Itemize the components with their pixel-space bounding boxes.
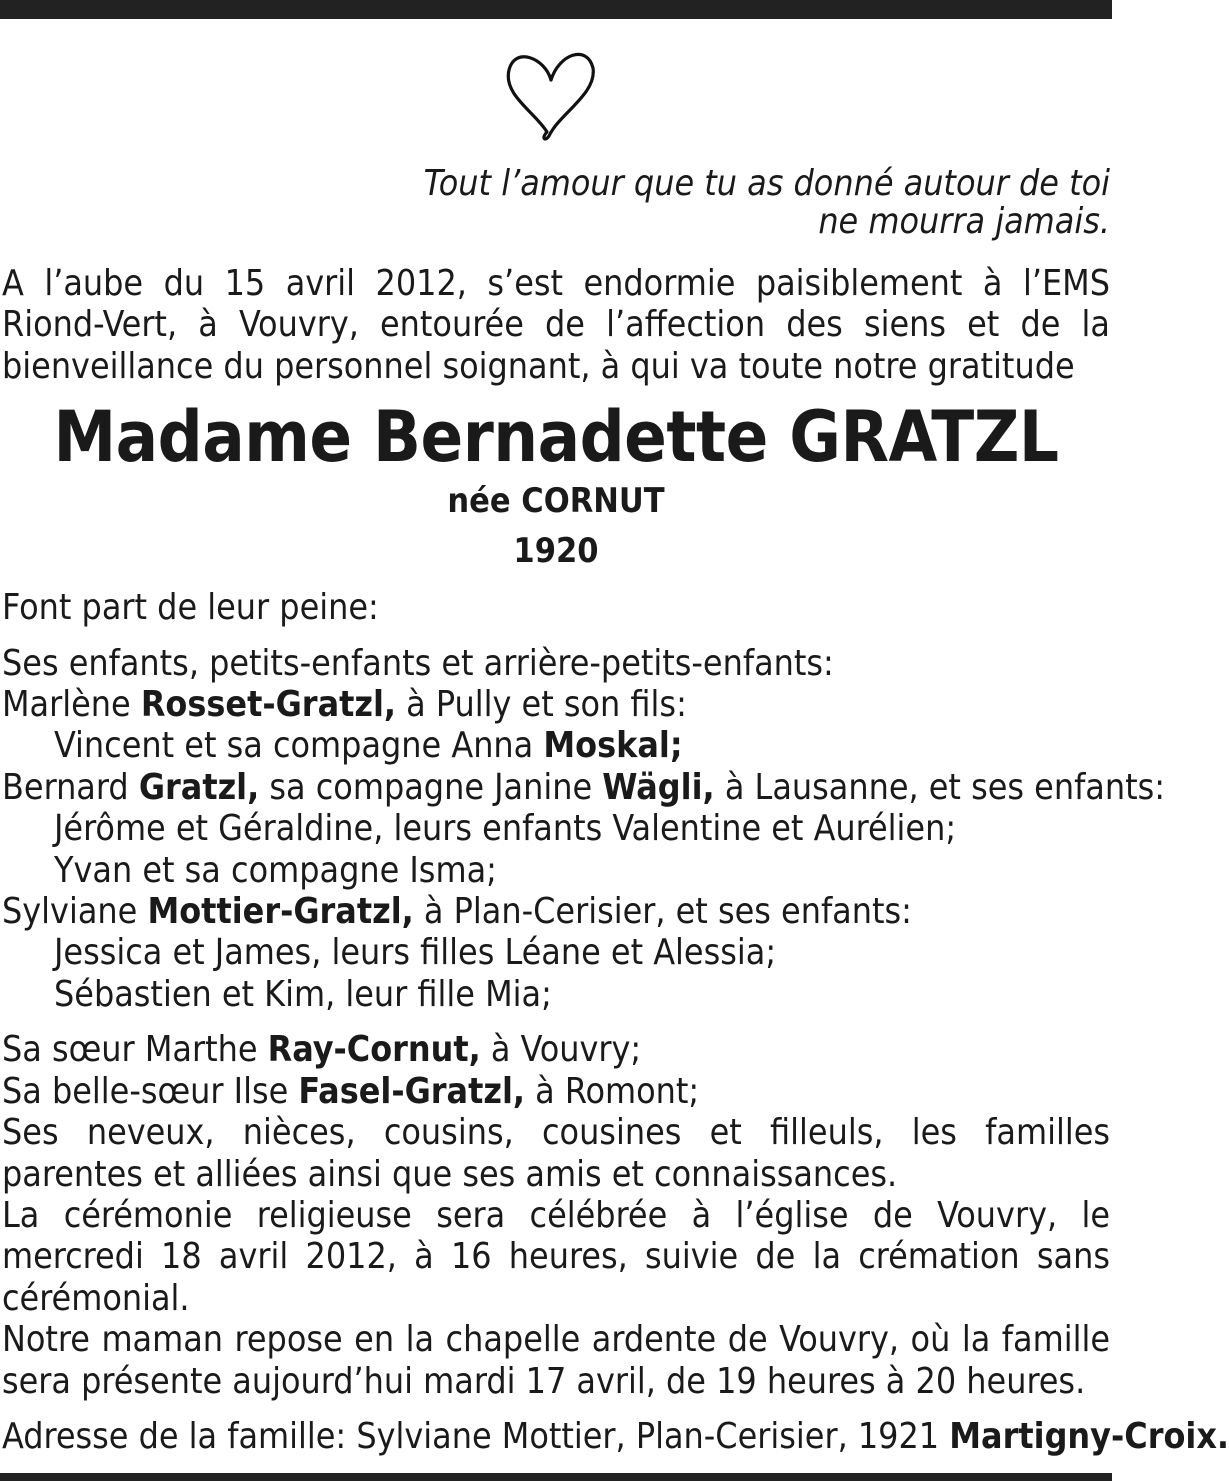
family-list bbox=[2, 642, 1166, 1016]
family-line: Sylviane Mottier-Gratzl, à Plan-Cerisier, et ses enfants: bbox=[2, 891, 912, 933]
birth-year: 1920 bbox=[513, 531, 599, 572]
heart-icon bbox=[501, 40, 601, 140]
top-border-bar bbox=[0, 0, 1112, 19]
epigraph-line-2: ne mourra jamais. bbox=[818, 201, 1110, 242]
family-line: Yvan et sa compagne Isma; bbox=[54, 849, 497, 891]
ceremony-paragraph: La cérémonie religieuse sera célébrée à l’église de Vouvry, le mercredi 18 avril 2012, à 16 heures, suivie de la crémation sans cérémonial. bbox=[2, 1194, 1110, 1319]
family-line: Vincent et sa compagne Anna Moskal; bbox=[54, 725, 683, 767]
relative-line: Sa belle-sœur Ilse Fasel-Gratzl, à Romont; bbox=[2, 1070, 700, 1112]
intro-paragraph: A l’aube du 15 avril 2012, s’est endormie paisiblement à l’EMS Riond-Vert, à Vouvry, entourée de l’affection des siens et de la bienveillance du personnel soignant, à qui va toute notre gratitude bbox=[2, 263, 1110, 387]
family-line: Sébastien et Kim, leur fille Mia; bbox=[54, 973, 552, 1015]
notice-body bbox=[2, 163, 1229, 1457]
epigraph bbox=[2, 165, 1110, 241]
relatives-paragraph: Ses neveux, nièces, cousins, cousines et filleuls, les familles parentes et alliées ainsi que ses amis et connaissances. bbox=[2, 1112, 1110, 1195]
bottom-border-bar bbox=[0, 1473, 1112, 1481]
family-header: Ses enfants, petits-enfants et arrière-petits-enfants: bbox=[2, 642, 834, 684]
epigraph-line-1: Tout l’amour que tu as donné autour de toi bbox=[423, 163, 1110, 204]
family-line: Jérôme et Géraldine, leurs enfants Valentine et Aurélien; bbox=[54, 808, 957, 850]
relatives-list bbox=[2, 1029, 1110, 1195]
address-city: Martigny-Croix. bbox=[949, 1415, 1229, 1457]
visitation-paragraph: Notre maman repose en la chapelle ardente de Vouvry, où la famille sera présente aujourd’hui mardi 17 avril, de 19 heures à 20 heures. bbox=[2, 1319, 1110, 1402]
family-address: Adresse de la famille: Sylviane Mottier, Plan-Cerisier, 1921 Martigny-Croix. bbox=[2, 1415, 1229, 1457]
family-line: Marlène Rosset-Gratzl, à Pully et son fils: bbox=[2, 684, 687, 726]
deceased-name: Madame Bernadette GRATZL bbox=[53, 396, 1059, 479]
font-part-heading: Font part de leur peine: bbox=[2, 587, 379, 629]
relative-line: Sa sœur Marthe Ray-Cornut, à Vouvry; bbox=[2, 1029, 642, 1071]
family-line: Bernard Gratzl, sa compagne Janine Wägli, à Lausanne, et ses enfants: bbox=[2, 766, 1166, 808]
family-line: Jessica et James, leurs filles Léane et Alessia; bbox=[54, 932, 777, 974]
maiden-name: née CORNUT bbox=[447, 481, 665, 522]
